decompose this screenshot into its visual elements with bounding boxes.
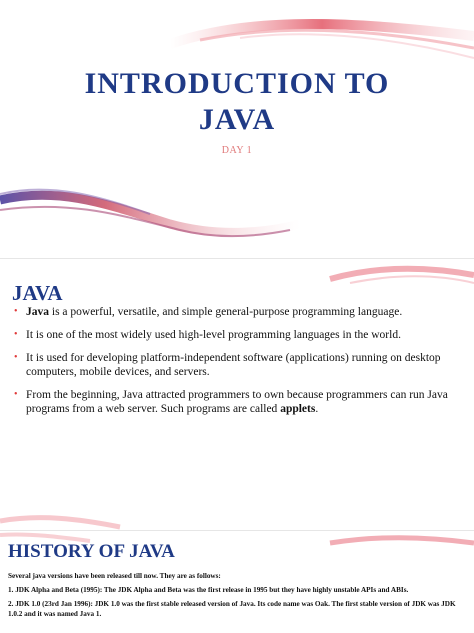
- slide-title: [0, 66, 474, 138]
- section-heading: JAVA: [12, 281, 63, 305]
- java-overview-slide: [0, 258, 474, 531]
- list-item-tail: .: [315, 403, 319, 415]
- bullet-icon: •: [14, 352, 18, 363]
- list-item: [14, 305, 456, 319]
- history-item: 1. JDK Alpha and Beta (1995): The JDK Alpha and Beta was the first release in 1995 but they have highly unstable APIs and ABIs.: [8, 586, 409, 594]
- bullet-icon: •: [14, 329, 18, 340]
- bullet-icon: •: [14, 389, 18, 400]
- history-intro: Several java versions have been released till now. They are as follows:: [8, 572, 221, 580]
- list-item-text: It is one of the most widely used high-level programming languages in the world.: [26, 329, 401, 341]
- section-heading: HISTORY OF JAVA: [8, 541, 175, 562]
- bullet-icon: •: [14, 306, 18, 317]
- list-item: [14, 351, 456, 379]
- list-item-text: From the beginning, Java attracted programmers to own because programmers can run Java programs from a web server. Such programs are called: [26, 389, 448, 415]
- list-item: [14, 388, 456, 416]
- bold-term: applets: [280, 403, 316, 415]
- bold-term: Java: [26, 306, 49, 318]
- list-item: [14, 328, 456, 342]
- history-slide: [0, 530, 474, 633]
- list-item-text: is a powerful, versatile, and simple general-purpose programming language.: [49, 306, 403, 318]
- list-item-text: It is used for developing platform-independent software (applications) running on desktop computers, mobile devices, and servers.: [26, 352, 441, 378]
- history-item: 2. JDK 1.0 (23rd Jan 1996): JDK 1.0 was the first stable released version of Java. Its code name was Oak. The first stable version of JDK was JDK 1.0.2 and it was named Java 1.: [8, 600, 456, 618]
- slide-subtitle: DAY 1: [221, 145, 253, 156]
- history-text: [8, 571, 464, 623]
- title-slide: [0, 0, 474, 258]
- bullet-list: [14, 305, 456, 425]
- title-line-1: INTRODUCTION TO: [84, 67, 390, 100]
- title-line-2: JAVA: [198, 103, 276, 136]
